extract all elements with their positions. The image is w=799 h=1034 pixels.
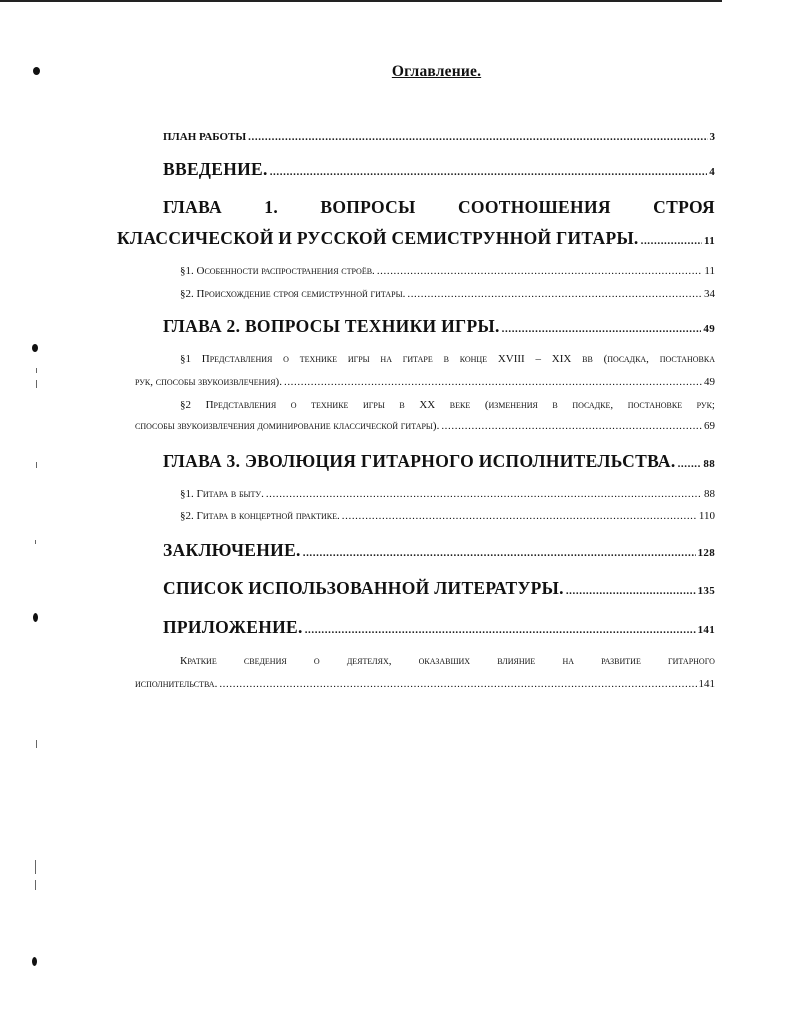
toc-entry-appendix-item[interactable]	[135, 678, 715, 690]
toc-entry-ch2-section-1[interactable]	[135, 376, 715, 388]
toc-page-number: 11	[704, 265, 715, 277]
toc-page-number: 135	[697, 585, 715, 597]
toc-label: ГЛАВА 3. ЭВОЛЮЦИЯ ГИТАРНОГО ИСПОЛНИТЕЛЬСТВА.	[163, 451, 676, 471]
toc-word: игры	[363, 399, 385, 411]
toc-entry-ch3-section-2[interactable]	[180, 510, 715, 522]
toc-leader-dots	[502, 316, 702, 337]
toc-word: XVIII	[497, 353, 525, 365]
toc-label: СПИСОК ИСПОЛЬЗОВАННОЙ ЛИТЕРАТУРЫ.	[163, 578, 564, 598]
toc-page-number: 3	[709, 131, 715, 143]
toc-word: –	[535, 353, 541, 365]
toc-word: игры	[347, 353, 370, 365]
toc-page-number: 49	[703, 323, 715, 335]
toc-label: ПРИЛОЖЕНИЕ.	[163, 617, 303, 637]
toc-leader-dots	[377, 265, 703, 277]
toc-entry-ch2[interactable]	[163, 316, 715, 337]
toc-label: ГЛАВА 2. ВОПРОСЫ ТЕХНИКИ ИГРЫ.	[163, 316, 500, 336]
toc-word: оказавших	[418, 655, 471, 667]
toc-page-number: 141	[698, 678, 715, 690]
toc-leader-dots	[219, 678, 696, 690]
toc-entry-ch1-section-2[interactable]	[180, 288, 715, 300]
toc-word: XX	[419, 399, 436, 411]
toc-word: сведения	[243, 655, 287, 667]
toc-word: (посадка,	[603, 353, 649, 365]
scan-speck	[35, 540, 36, 544]
toc-word: постановке	[627, 399, 683, 411]
toc-entry-literature[interactable]	[163, 578, 715, 599]
toc-page-number: 128	[697, 547, 715, 559]
toc-leader-dots	[303, 540, 696, 561]
toc-entry-ch3-section-1[interactable]	[180, 488, 715, 500]
toc-page-number: 4	[709, 166, 715, 178]
toc-entry-conclusion[interactable]	[163, 540, 715, 561]
toc-page-number: 110	[698, 510, 715, 522]
toc-word: Краткие	[180, 655, 217, 667]
toc-label: §1. Особенности распространения строёв.	[180, 265, 375, 277]
toc-leader-dots	[441, 420, 702, 432]
toc-label: §1. Гитара в быту.	[180, 488, 264, 500]
toc-page-number: 34	[704, 288, 715, 300]
toc-word: гитаре	[402, 353, 433, 365]
toc-leader-dots	[641, 228, 702, 249]
toc-leader-dots	[266, 488, 702, 500]
toc-entry-appendix[interactable]	[163, 617, 715, 638]
binder-hole-mark	[32, 957, 37, 966]
toc-word: §2	[180, 399, 191, 411]
toc-word: Представления	[201, 353, 273, 365]
toc-word: СООТНОШЕНИЯ	[457, 197, 611, 217]
toc-leader-dots	[407, 288, 702, 300]
toc-leader-dots	[270, 159, 707, 180]
toc-leader-dots	[342, 510, 697, 522]
page-title: Оглавление.	[391, 63, 482, 80]
toc-entry-ch1-section-1[interactable]	[180, 265, 715, 277]
toc-entry-ch2-section-2[interactable]	[135, 420, 715, 432]
binder-hole-mark	[32, 344, 38, 352]
toc-word: на	[380, 353, 392, 365]
toc-word: о	[290, 399, 297, 411]
binder-hole-mark	[33, 613, 38, 622]
toc-label: КЛАССИЧЕСКОЙ И РУССКОЙ СЕМИСТРУННОЙ ГИТАРЫ.	[117, 228, 639, 248]
scan-speck	[36, 380, 37, 388]
toc-word: в	[399, 399, 405, 411]
toc-page-number: 69	[704, 420, 715, 432]
toc-entry-ch1[interactable]	[117, 228, 715, 249]
scan-speck	[36, 368, 37, 373]
scan-top-rule	[0, 0, 722, 2]
toc-word: влияние	[497, 655, 536, 667]
toc-entry-intro[interactable]	[163, 159, 715, 180]
toc-word: Представления	[205, 399, 277, 411]
toc-word: технике	[311, 399, 349, 411]
toc-label: §2. Гитара в концертной практике.	[180, 510, 340, 522]
toc-word: (изменения	[484, 399, 538, 411]
toc-entry-ch2-section-1-line1[interactable]	[180, 353, 715, 365]
toc-page-number: 88	[704, 488, 715, 500]
toc-page-number: 88	[703, 458, 715, 470]
scan-speck	[35, 860, 36, 874]
toc-entry-ch2-section-2-line1[interactable]	[180, 399, 715, 411]
toc-label: исполнительства.	[135, 678, 218, 690]
toc-label: §2. Происхождение строя семиструнной гитары.	[180, 288, 406, 300]
toc-label: ВВЕДЕНИЕ.	[163, 159, 268, 179]
toc-label: рук, способы звукоизвлечения).	[135, 376, 282, 388]
toc-entry-ch1-line1[interactable]	[163, 197, 715, 218]
toc-entry-plan[interactable]	[163, 131, 715, 143]
toc-label: способы звукоизвлечения доминирование классической гитары).	[135, 420, 440, 432]
toc-word: конце	[459, 353, 488, 365]
toc-entry-appendix-item-line1[interactable]	[180, 655, 715, 667]
toc-page-number: 11	[704, 235, 715, 247]
toc-page-number: 141	[697, 624, 715, 636]
toc-page-number: 49	[704, 376, 715, 388]
toc-word: веке	[449, 399, 471, 411]
toc-word: постановка	[659, 353, 715, 365]
toc-leader-dots	[678, 451, 702, 472]
toc-word: технике	[299, 353, 338, 365]
toc-word: 1.	[264, 197, 278, 217]
toc-word: на	[562, 655, 574, 667]
toc-entry-ch3[interactable]	[163, 451, 715, 472]
toc-word: гитарного	[668, 655, 715, 667]
scan-speck	[35, 880, 36, 890]
toc-leader-dots	[305, 617, 696, 638]
toc-word: СТРОЯ	[653, 197, 715, 217]
toc-word: посадке,	[572, 399, 614, 411]
toc-leader-dots	[566, 578, 696, 599]
toc-word: деятелях,	[346, 655, 392, 667]
toc-leader-dots	[284, 376, 702, 388]
toc-word: в	[552, 399, 558, 411]
toc-label: ЗАКЛЮЧЕНИЕ.	[163, 540, 301, 560]
toc-word: о	[313, 655, 320, 667]
toc-leader-dots	[248, 131, 707, 143]
scan-speck	[36, 462, 37, 468]
toc-word: в	[443, 353, 449, 365]
toc-word: ГЛАВА	[163, 197, 222, 217]
scan-speck	[36, 740, 37, 748]
toc-word: XIX	[551, 353, 572, 365]
toc-word: о	[283, 353, 289, 365]
toc-label: ПЛАН РАБОТЫ	[163, 131, 247, 143]
toc-word: ВОПРОСЫ	[320, 197, 416, 217]
toc-word: вв	[582, 353, 593, 365]
toc-word: рук;	[696, 399, 715, 411]
toc-word: §1	[180, 353, 191, 365]
toc-word: развитие	[601, 655, 641, 667]
